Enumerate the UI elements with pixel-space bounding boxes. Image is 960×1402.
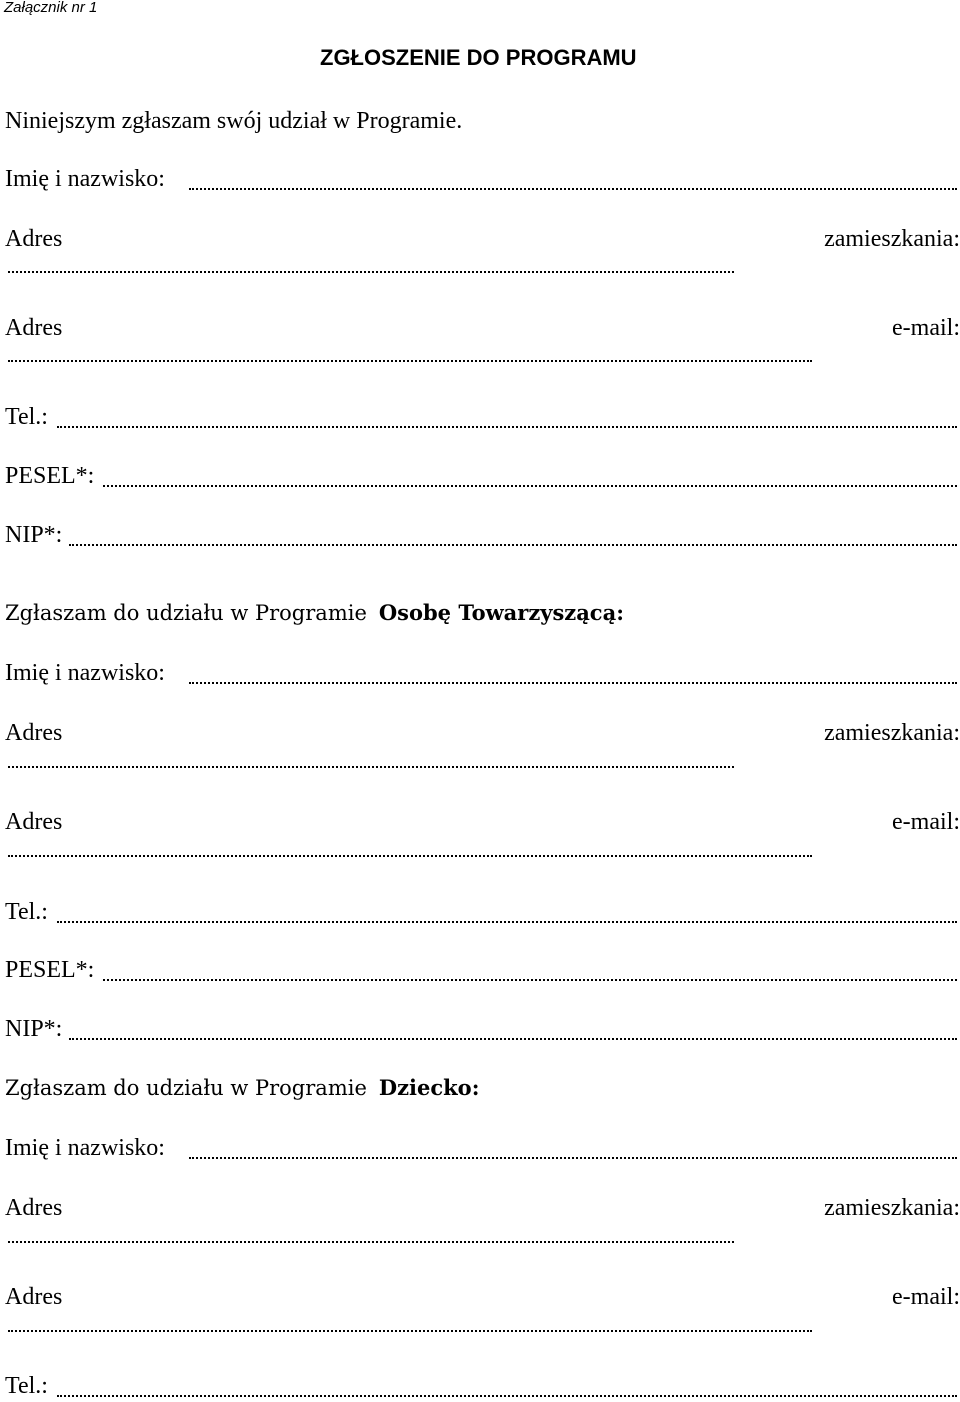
address-word-label: Adres	[5, 226, 63, 252]
email-label: e-mail:	[892, 315, 960, 341]
page-title: ZGŁOSZENIE DO PROGRAMU	[320, 45, 637, 70]
section-emphasis: Osobę Towarzyszącą:	[378, 600, 624, 625]
child-section-heading	[5, 1077, 479, 1099]
companion-residence-field[interactable]	[8, 766, 734, 768]
nip-label: NIP*:	[5, 1016, 63, 1042]
child-name-field[interactable]	[5, 1136, 957, 1164]
applicant-email-field[interactable]	[8, 360, 812, 362]
section-lead: Zgłaszam do udziału w Programie	[5, 1076, 367, 1100]
child-residence-field[interactable]	[8, 1241, 734, 1243]
companion-section-heading	[5, 602, 624, 624]
dotted-line	[189, 1157, 957, 1159]
intro-text: Niniejszym zgłaszam swój udział w Programie.	[5, 108, 463, 134]
pesel-label: PESEL*:	[5, 957, 95, 983]
companion-email-field[interactable]	[8, 855, 812, 857]
companion-phone-field[interactable]	[5, 900, 957, 928]
dotted-line	[103, 979, 957, 981]
dotted-line	[57, 426, 957, 428]
nip-label: NIP*:	[5, 522, 63, 548]
child-phone-field[interactable]	[5, 1374, 957, 1402]
address-word-label: Adres	[5, 720, 63, 746]
dotted-line	[189, 682, 957, 684]
phone-label: Tel.:	[5, 1373, 48, 1399]
address-word-label: Adres	[5, 1195, 63, 1221]
companion-name-field[interactable]	[5, 661, 957, 689]
dotted-line	[57, 921, 957, 923]
residence-label: zamieszkania:	[824, 1195, 960, 1221]
companion-pesel-field[interactable]	[5, 958, 957, 986]
companion-nip-field[interactable]	[5, 1017, 957, 1045]
address-word-label: Adres	[5, 809, 63, 835]
applicant-nip-field[interactable]	[5, 523, 957, 551]
attachment-label: Załącznik nr 1	[4, 0, 98, 16]
email-label: e-mail:	[892, 1284, 960, 1310]
address-word-label: Adres	[5, 315, 63, 341]
applicant-pesel-field[interactable]	[5, 464, 957, 492]
phone-label: Tel.:	[5, 899, 48, 925]
applicant-residence-field[interactable]	[8, 271, 734, 273]
section-lead: Zgłaszam do udziału w Programie	[5, 601, 367, 625]
name-label: Imię i nazwisko:	[5, 1135, 165, 1161]
child-email-field[interactable]	[8, 1330, 812, 1332]
dotted-line	[69, 1038, 957, 1040]
phone-label: Tel.:	[5, 404, 48, 430]
section-emphasis: Dziecko:	[378, 1075, 480, 1100]
applicant-name-field[interactable]	[5, 167, 957, 195]
dotted-line	[103, 485, 957, 487]
residence-label: zamieszkania:	[824, 720, 960, 746]
residence-label: zamieszkania:	[824, 226, 960, 252]
address-word-label: Adres	[5, 1284, 63, 1310]
dotted-line	[189, 188, 957, 190]
pesel-label: PESEL*:	[5, 463, 95, 489]
dotted-line	[69, 544, 957, 546]
name-label: Imię i nazwisko:	[5, 660, 165, 686]
email-label: e-mail:	[892, 809, 960, 835]
applicant-phone-field[interactable]	[5, 405, 957, 433]
name-label: Imię i nazwisko:	[5, 166, 165, 192]
